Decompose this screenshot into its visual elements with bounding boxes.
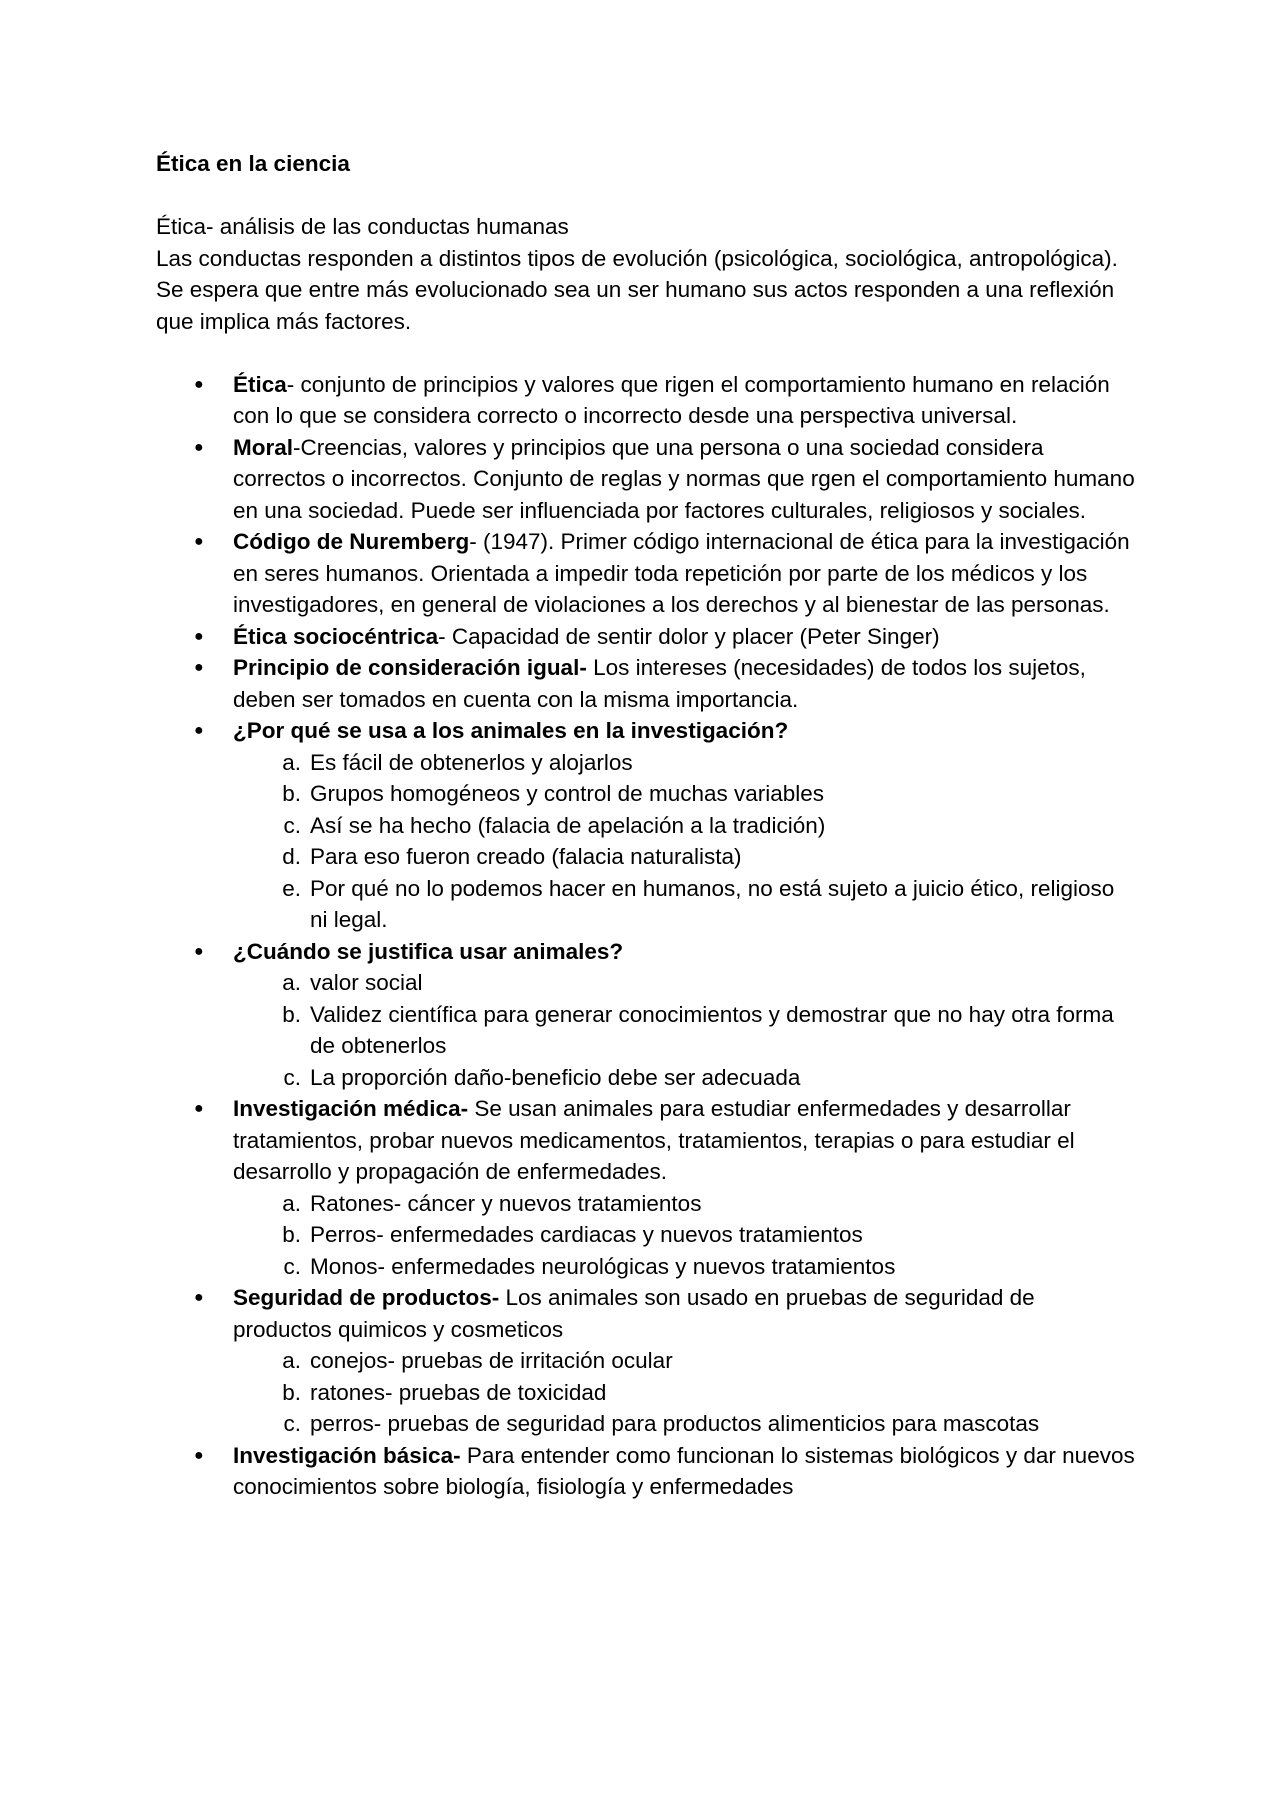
bullet-list	[156, 369, 1136, 1503]
sub-item-text: La proporción daño-beneficio debe ser adecuada	[310, 1064, 801, 1090]
sub-list-item	[233, 999, 1136, 1062]
intro-paragraph: Las conductas responden a distintos tipos de evolución (psicológica, sociológica, antropológica).	[156, 245, 1118, 271]
bullet-dot-icon: ●	[194, 1289, 204, 1306]
sub-item-text: conejos- pruebas de irritación ocular	[310, 1348, 673, 1373]
bullet-text: -Creencias, valores y principios que una persona o una sociedad considera correctos o incorrectos. Conjunto de reglas y normas que rgen el comportamiento humano en una sociedad. Puede ser influenciada por factores culturales, religiosos y sociales.	[233, 434, 1135, 523]
sub-item-letter: b.	[282, 1379, 301, 1405]
bullet-item	[156, 715, 1136, 936]
bullet-dot-icon: ●	[194, 533, 204, 550]
bullet-item	[156, 1440, 1136, 1503]
sub-list-item	[233, 841, 1136, 873]
bullet-text: Los intereses (necesidades) de todos los sujetos, deben ser tomados en cuenta con la misma importancia.	[233, 655, 1086, 712]
intro-section	[156, 211, 1136, 337]
sub-item-text: Para eso fueron creado (falacia naturalista)	[310, 844, 742, 869]
sub-item-letter: b.	[282, 1222, 301, 1247]
bullet-item	[156, 526, 1136, 621]
bullet-dot-icon: ●	[194, 722, 204, 739]
sub-item-letter: c.	[283, 1411, 301, 1436]
bullet-text: - Capacidad de sentir dolor y placer (Peter Singer)	[438, 623, 940, 649]
sub-item-letter: a.	[282, 970, 301, 995]
sub-list-item	[233, 1219, 1136, 1251]
sub-item-letter: e.	[282, 875, 301, 901]
sub-item-text: Por qué no lo podemos hacer en humanos, no está sujeto a juicio ético, religioso ni legal.	[310, 875, 1115, 932]
sub-list-item	[233, 1345, 1136, 1377]
sub-list-item	[233, 778, 1136, 810]
bullet-term: Moral	[233, 434, 294, 460]
sub-item-letter: b.	[282, 781, 301, 806]
sub-item-letter: a.	[282, 1190, 301, 1216]
bullet-item	[156, 621, 1136, 653]
bullet-term: Seguridad de productos-	[233, 1285, 500, 1310]
sub-list	[233, 1345, 1136, 1440]
sub-list-item	[233, 1377, 1136, 1409]
bullet-dot-icon: ●	[194, 627, 204, 645]
sub-item-text: perros- pruebas de seguridad para productos alimenticios para mascotas	[310, 1411, 1040, 1436]
sub-list	[233, 967, 1136, 1093]
sub-list-item	[233, 810, 1136, 842]
bullet-dot-icon: ●	[194, 659, 204, 676]
sub-item-text: Validez científica para generar conocimientos y demostrar que no hay otra forma de obtenerlos	[310, 1001, 1114, 1058]
bullet-dot-icon: ●	[194, 375, 204, 393]
sub-list-item	[233, 1188, 1136, 1220]
bullet-dot-icon: ●	[194, 438, 204, 456]
sub-item-text: Es fácil de obtenerlos y alojarlos	[310, 749, 633, 775]
sub-item-text: Ratones- cáncer y nuevos tratamientos	[310, 1190, 702, 1216]
sub-list-item	[233, 747, 1136, 779]
sub-item-text: Monos- enfermedades neurológicas y nuevos tratamientos	[310, 1253, 896, 1279]
bullet-text: - conjunto de principios y valores que rigen el comportamiento humano en relación con lo que se considera correcto o incorrecto desde una perspectiva universal.	[233, 371, 1110, 428]
bullet-dot-icon: ●	[194, 1446, 204, 1464]
bullet-text: Para entender como funcionan lo sistemas biológicos y dar nuevos conocimientos sobre biología, fisiología y enfermedades	[233, 1442, 1135, 1499]
bullet-item	[156, 1282, 1136, 1440]
sub-item-letter: b.	[282, 1001, 301, 1027]
sub-item-letter: d.	[282, 844, 301, 869]
sub-list-item	[233, 1062, 1136, 1094]
bullet-term: ¿Cuándo se justifica usar animales?	[233, 938, 624, 964]
sub-list	[233, 1188, 1136, 1283]
sub-item-text: Perros- enfermedades cardiacas y nuevos tratamientos	[310, 1222, 863, 1247]
bullet-item	[156, 652, 1136, 715]
bullet-dot-icon: ●	[194, 942, 204, 960]
bullet-term: ¿Por qué se usa a los animales en la investigación?	[233, 718, 789, 743]
bullet-item	[156, 369, 1136, 432]
bullet-text: Se usan animales para estudiar enfermedades y desarrollar tratamientos, probar nuevos medicamentos, tratamientos, terapias o para estudiar el desarrollo y propagación de enfermedades.	[233, 1096, 1075, 1184]
sub-item-text: Grupos homogéneos y control de muchas variables	[310, 781, 825, 806]
intro-paragraph: Se espera que entre más evolucionado sea un ser humano sus actos responden a una reflexión que implica más factores.	[156, 277, 1115, 334]
bullet-term: Investigación básica-	[233, 1442, 461, 1468]
sub-list-item	[233, 967, 1136, 999]
bullet-text: - (1947). Primer código internacional de ética para la investigación en seres humanos. Orientada a impedir toda repetición por parte de los médicos y los investigadores, en general de violaciones a los derechos y al bienestar de las personas.	[233, 529, 1130, 617]
sub-list-item	[233, 1251, 1136, 1283]
document-page	[156, 148, 1136, 1503]
sub-item-letter: c.	[283, 1253, 301, 1279]
sub-list-item	[233, 1408, 1136, 1440]
bullet-term: Ética sociocéntrica	[233, 623, 439, 649]
sub-item-text: ratones- pruebas de toxicidad	[310, 1379, 607, 1405]
bullet-term: Principio de consideración igual-	[233, 655, 587, 680]
bullet-item	[156, 1093, 1136, 1282]
bullet-text: Los animales son usado en pruebas de seguridad de productos quimicos y cosmeticos	[233, 1285, 1035, 1342]
sub-item-text: Así se ha hecho (falacia de apelación a la tradición)	[310, 812, 826, 838]
sub-item-letter: c.	[283, 1064, 301, 1090]
bullet-term: Investigación médica-	[233, 1096, 469, 1121]
bullet-term: Código de Nuremberg	[233, 529, 470, 554]
bullet-dot-icon: ●	[194, 1100, 204, 1117]
bullet-item	[156, 432, 1136, 527]
bullet-term: Ética	[233, 371, 287, 397]
intro-paragraph: Ética- análisis de las conductas humanas	[156, 214, 569, 239]
sub-list	[233, 747, 1136, 936]
sub-item-letter: c.	[283, 812, 301, 838]
sub-item-letter: a.	[282, 1348, 301, 1373]
document-title: Ética en la ciencia	[156, 151, 350, 176]
sub-list-item	[233, 873, 1136, 936]
spacer	[156, 180, 1136, 212]
sub-item-letter: a.	[282, 749, 301, 775]
bullet-item	[156, 936, 1136, 1094]
sub-item-text: valor social	[310, 970, 423, 995]
